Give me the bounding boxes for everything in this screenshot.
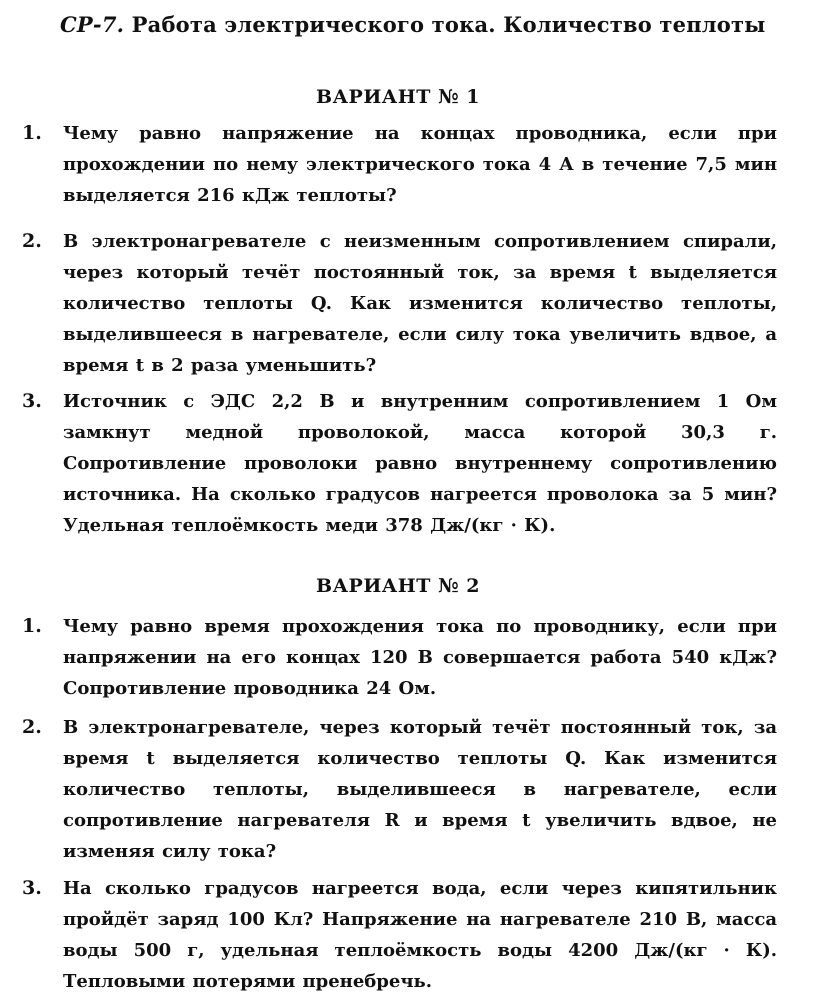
problem-number: 2. bbox=[22, 230, 42, 252]
problem-number: 3. bbox=[22, 390, 42, 412]
page-title bbox=[60, 12, 765, 37]
problem-text: Чему равно время прохождения тока по проводнику, если при напряжении на его концах 120 В совершается работа 540 кДж? Сопротивление проводника 24 Ом. bbox=[63, 616, 777, 699]
problem-text: В электронагревателе, через который течёт постоянный ток, за время t выделяется количество теплоты Q. Как изменится количество теплоты, выделившееся в нагревателе, если сопротивление нагревателя R и время t увеличить вдвое, не изменяя силу тока? bbox=[63, 717, 777, 862]
worksheet-title: Работа электрического тока. Количество теплоты bbox=[131, 12, 766, 37]
problem-text: Источник с ЭДС 2,2 В и внутренним сопротивлением 1 Ом замкнут медной проволокой, масса которой 30,3 г. Сопротивление проволоки равно внутреннему сопротивлению источника. На сколько градусов нагреется проволока за 5 мин? Удельная теплоёмкость меди 378 Дж/(кг · К). bbox=[63, 391, 777, 536]
variant-2-problem-1 bbox=[22, 611, 777, 704]
problem-number: 1. bbox=[22, 615, 42, 637]
variant-1-problem-2 bbox=[22, 226, 777, 381]
problem-number: 2. bbox=[22, 716, 42, 738]
problem-text: В электронагревателе с неизменным сопротивлением спирали, через который течёт постоянный ток, за время t выделяется количество теплоты Q. Как изменится количество теплоты, выделившееся в нагревателе, если силу тока увеличить вдвое, а время t в 2 раза уменьшить? bbox=[63, 231, 777, 376]
variant-1-problem-1 bbox=[22, 118, 777, 211]
variant-2-problem-3 bbox=[22, 873, 777, 997]
variant-1-problem-3 bbox=[22, 386, 777, 541]
variant-2-heading: ВАРИАНТ № 2 bbox=[316, 575, 480, 597]
worksheet-code: СР-7. bbox=[60, 12, 125, 37]
problem-number: 1. bbox=[22, 122, 42, 144]
variant-1-heading: ВАРИАНТ № 1 bbox=[316, 86, 480, 108]
variant-2-problem-2 bbox=[22, 712, 777, 867]
problem-text: На сколько градусов нагреется вода, если через кипятильник пройдёт заряд 100 Кл? Напряжение на нагревателе 210 В, масса воды 500 г, удельная теплоёмкость воды 4200 Дж/(кг · К). Тепловыми потерями пренебречь. bbox=[63, 878, 777, 992]
problem-number: 3. bbox=[22, 877, 42, 899]
problem-text: Чему равно напряжение на концах проводника, если при прохождении по нему электрического тока 4 А в течение 7,5 мин выделяется 216 кДж теплоты? bbox=[63, 123, 777, 206]
